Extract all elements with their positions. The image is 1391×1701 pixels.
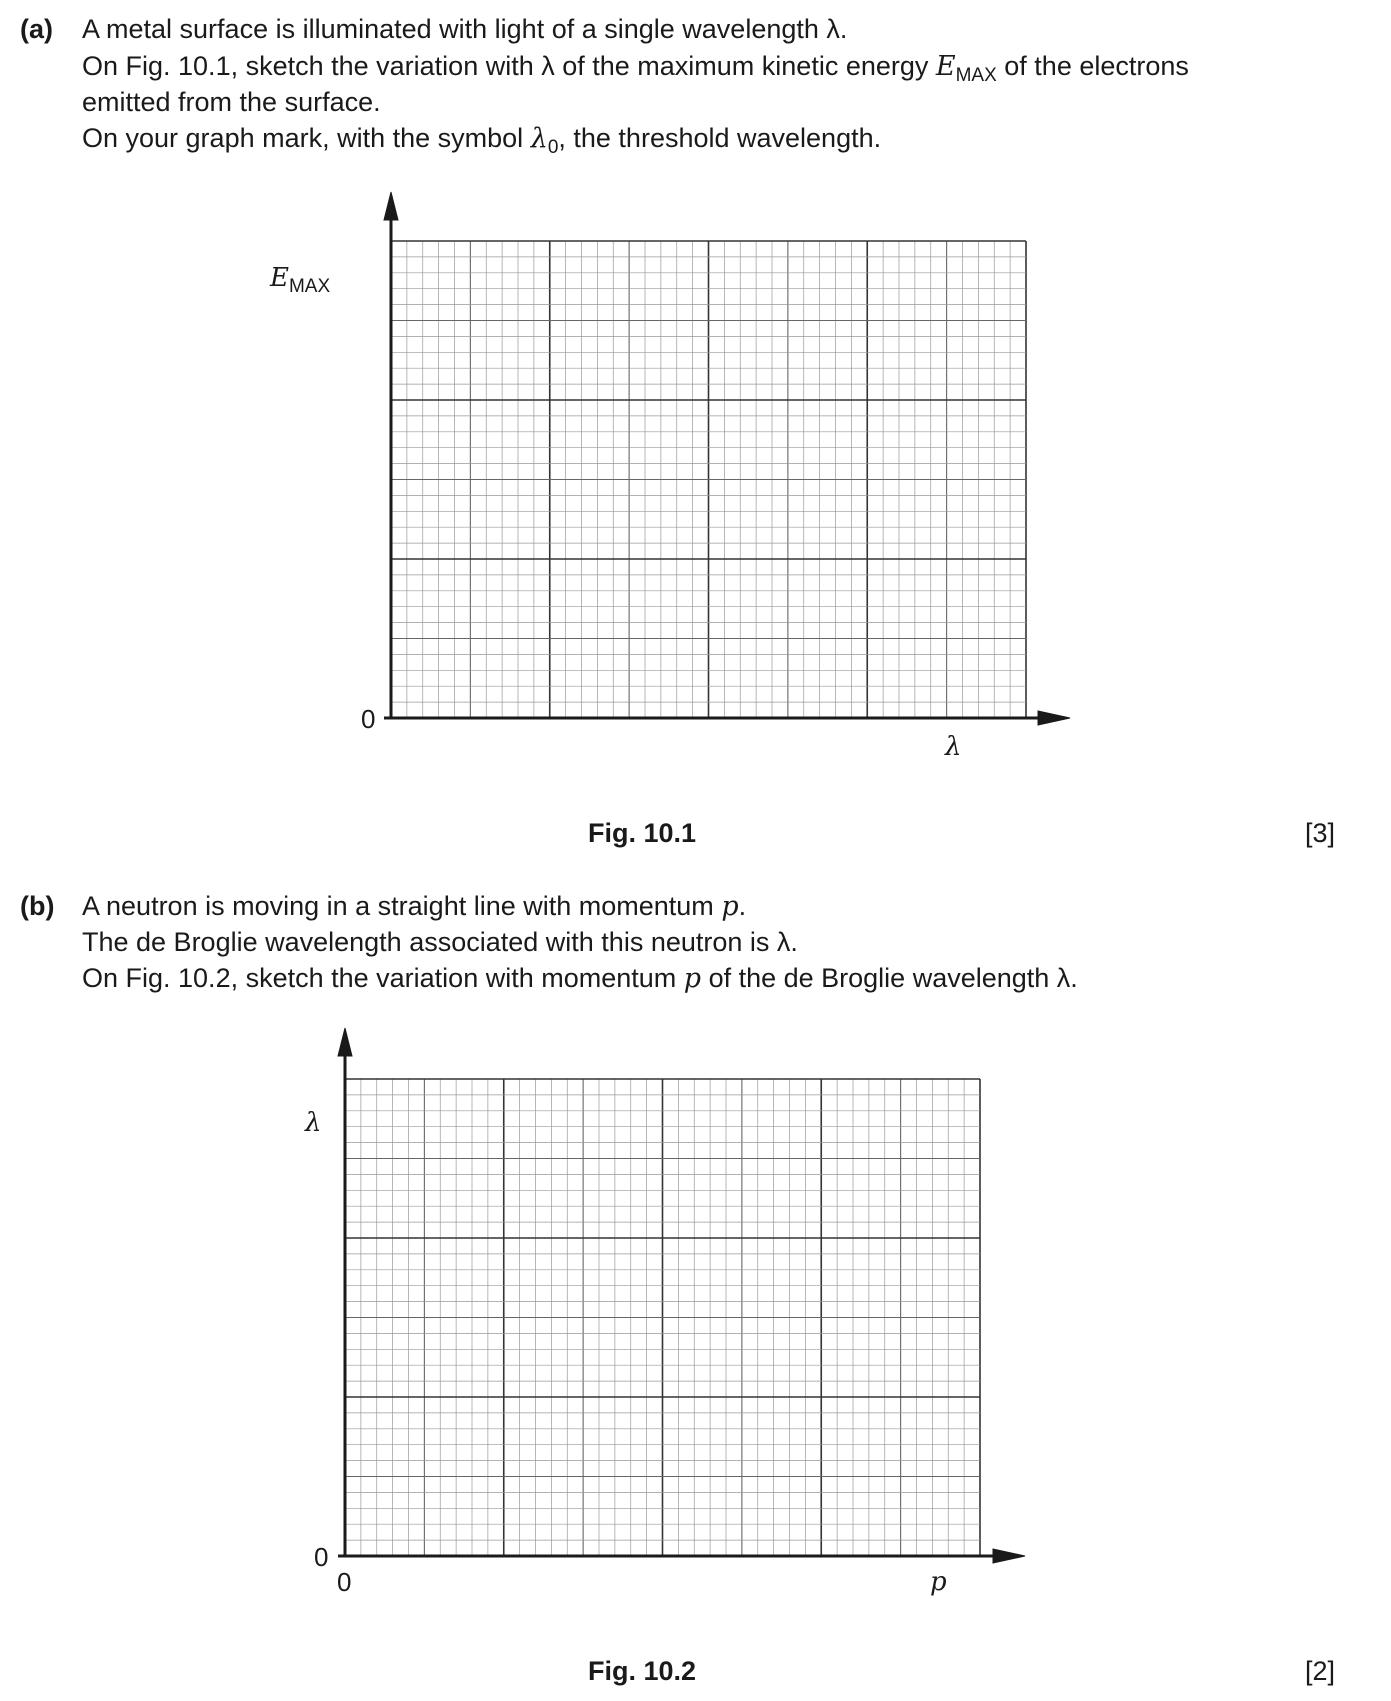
fig-10-2-x-axis-label: p (930, 1567, 947, 1597)
part-b-label: (b) (20, 891, 55, 921)
part-a-line-4: On your graph mark, with the symbol $\lambda_0$, the threshold wavelength. (82, 123, 882, 158)
fig-10-1-axes (384, 192, 1070, 725)
part-a-label: (a) (20, 14, 53, 44)
part-a-line-2: On Fig. 10.1, sketch the variation with λ of the maximum kinetic energy $E_{MAX}$ of the electrons (82, 51, 1189, 86)
part-b-marks: [2] (1305, 1656, 1336, 1686)
fig-10-1-grid (391, 241, 1026, 718)
part-b-line-3: On Fig. 10.2, sketch the variation with momentum p of the de Broglie wavelength λ. (82, 963, 1078, 994)
part-a-line-1: A metal surface is illuminated with light of a single wavelength λ. (82, 14, 848, 44)
part-b-line-1: A neutron is moving in a straight line with momentum p. (82, 891, 747, 922)
fig-10-2-x-origin-label: 0 (337, 1567, 352, 1597)
fig-10-1-x-axis-label: λ (945, 732, 962, 762)
fig-10-1-origin-label: 0 (361, 704, 376, 734)
part-a-line-3: emitted from the surface. (82, 87, 381, 117)
part-a-marks: [3] (1305, 818, 1336, 848)
fig-10-2-y-axis-label: λ (305, 1108, 322, 1138)
fig-10-2-caption: Fig. 10.2 (588, 1656, 697, 1686)
fig-10-2-grid (345, 1079, 980, 1556)
part-b-line-2: The de Broglie wavelength associated with this neutron is λ. (82, 927, 798, 957)
fig-10-2-y-origin-label: 0 (314, 1542, 329, 1572)
fig-10-2-axes (338, 1028, 1025, 1563)
fig-10-1-caption: Fig. 10.1 (588, 818, 697, 848)
fig-10-1-y-axis-label: $E_{MAX}$ (270, 263, 331, 297)
